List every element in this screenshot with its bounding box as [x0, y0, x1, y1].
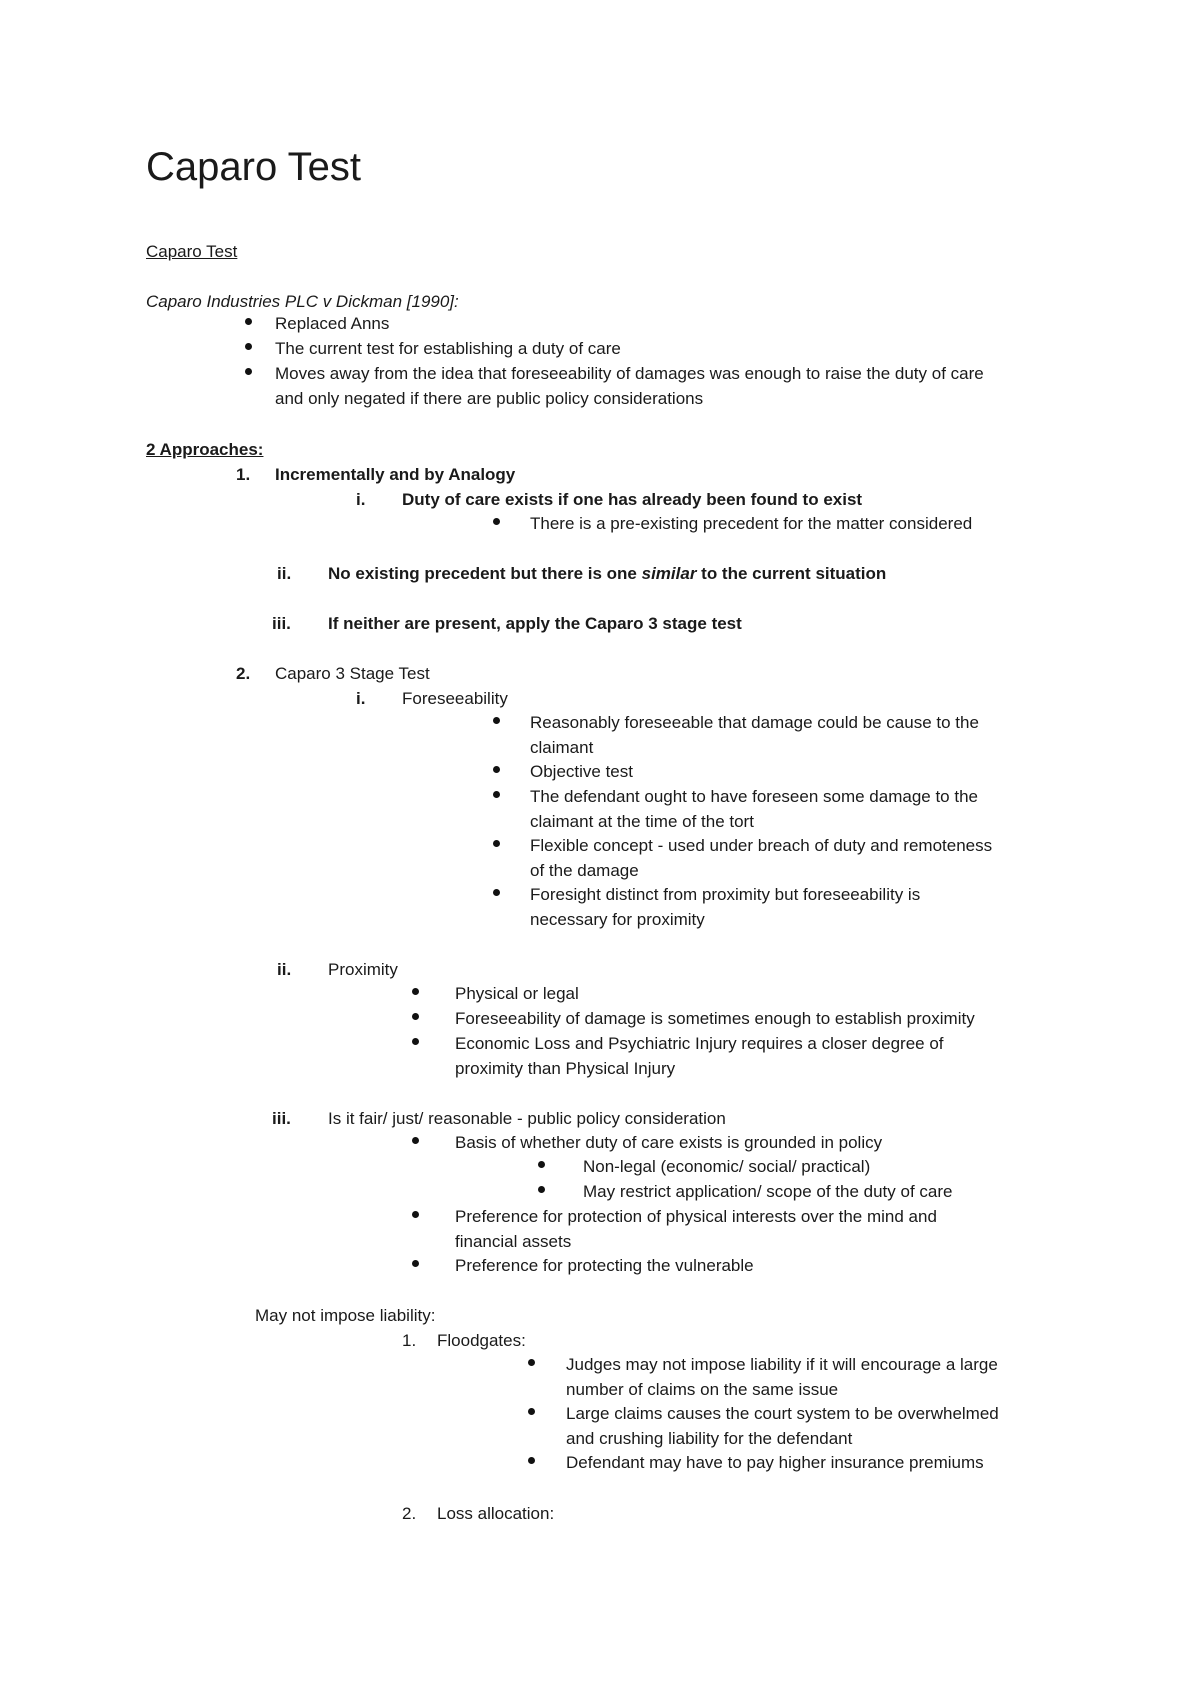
list-item: Foresight distinct from proximity but foreseeability is [530, 885, 921, 904]
bullet-icon [412, 1260, 419, 1267]
list-number: 1. [236, 465, 251, 484]
bullet-icon [493, 766, 500, 773]
list-item-continuation: of the damage [530, 861, 639, 880]
list-number: 2. [402, 1504, 417, 1523]
bullet-icon [528, 1359, 535, 1366]
list-item: Judges may not impose liability if it will encourage a large [566, 1355, 998, 1374]
bullet-icon [493, 791, 500, 798]
liability-label: Floodgates: [437, 1331, 526, 1350]
list-item: Replaced Anns [275, 314, 390, 333]
list-item-continuation: claimant at the time of the tort [530, 812, 754, 831]
list-item: Preference for protecting the vulnerable [455, 1256, 754, 1275]
bullet-icon [245, 318, 252, 325]
stage-label: Foreseeability [402, 689, 508, 708]
section-heading: Caparo Test [146, 242, 238, 261]
list-number: 2. [236, 664, 251, 683]
bullet-icon [245, 368, 252, 375]
list-item-continuation: claimant [530, 738, 594, 757]
liability-label: Loss allocation: [437, 1504, 555, 1523]
bullet-icon [412, 1038, 419, 1045]
bullet-icon [493, 889, 500, 896]
bullet-icon [528, 1408, 535, 1415]
list-item: Objective test [530, 762, 633, 781]
document-title: Caparo Test [146, 145, 361, 189]
list-numeral: iii. [272, 1109, 291, 1128]
list-item: Non-legal (economic/ social/ practical) [583, 1157, 871, 1176]
list-item: There is a pre-existing precedent for the matter considered [530, 514, 973, 533]
list-item-continuation: and crushing liability for the defendant [566, 1429, 853, 1448]
bullet-icon [412, 988, 419, 995]
list-item: Foreseeability of damage is sometimes enough to establish proximity [455, 1009, 975, 1028]
approach-label: Incrementally and by Analogy [275, 465, 516, 484]
list-item-continuation: financial assets [455, 1232, 572, 1251]
list-item: May restrict application/ scope of the duty of care [583, 1182, 953, 1201]
list-item [328, 562, 886, 586]
list-item: Basis of whether duty of care exists is grounded in policy [455, 1133, 883, 1152]
list-item: Large claims causes the court system to be overwhelmed [566, 1404, 999, 1423]
list-item-continuation: necessary for proximity [530, 910, 705, 929]
bullet-icon [528, 1457, 535, 1464]
bullet-icon [538, 1161, 545, 1168]
approaches-heading: 2 Approaches: [146, 440, 264, 459]
bullet-icon [493, 717, 500, 724]
list-item: Defendant may have to pay higher insurance premiums [566, 1453, 984, 1472]
list-item: Flexible concept - used under breach of duty and remoteness [530, 836, 993, 855]
bullet-icon [412, 1137, 419, 1144]
list-item: If neither are present, apply the Caparo 3 stage test [328, 614, 742, 633]
list-numeral: i. [356, 490, 366, 509]
list-item: The defendant ought to have foreseen some damage to the [530, 787, 978, 806]
list-number: 1. [402, 1331, 417, 1350]
bullet-icon [493, 840, 500, 847]
liability-heading: May not impose liability: [255, 1306, 436, 1325]
case-citation: Caparo Industries PLC v Dickman [1990]: [146, 292, 459, 311]
list-item: Preference for protection of physical interests over the mind and [455, 1207, 937, 1226]
text-segment: to the current situation [696, 564, 887, 583]
list-item-continuation: and only negated if there are public policy considerations [275, 389, 704, 408]
approach-label: Caparo 3 Stage Test [275, 664, 430, 683]
list-item: The current test for establishing a duty of care [275, 339, 621, 358]
list-item: Duty of care exists if one has already been found to exist [402, 490, 863, 509]
list-item-continuation: proximity than Physical Injury [455, 1059, 676, 1078]
bullet-icon [412, 1013, 419, 1020]
list-numeral: iii. [272, 614, 291, 633]
list-item: Reasonably foreseeable that damage could be cause to the [530, 713, 979, 732]
bullet-icon [245, 343, 252, 350]
emphasis-text: similar [641, 564, 697, 583]
list-numeral: i. [356, 689, 366, 708]
list-item: Economic Loss and Psychiatric Injury requires a closer degree of [455, 1034, 944, 1053]
list-item: Physical or legal [455, 984, 579, 1003]
list-item: Moves away from the idea that foreseeability of damages was enough to raise the duty of care [275, 364, 984, 383]
text-segment: No existing precedent but there is one [328, 564, 642, 583]
bullet-icon [538, 1186, 545, 1193]
list-numeral: ii. [277, 960, 292, 979]
list-numeral: ii. [277, 564, 292, 583]
stage-label: Proximity [328, 960, 398, 979]
bullet-icon [493, 518, 500, 525]
bullet-icon [412, 1211, 419, 1218]
stage-label: Is it fair/ just/ reasonable - public policy consideration [328, 1109, 726, 1128]
list-item-continuation: number of claims on the same issue [566, 1380, 839, 1399]
